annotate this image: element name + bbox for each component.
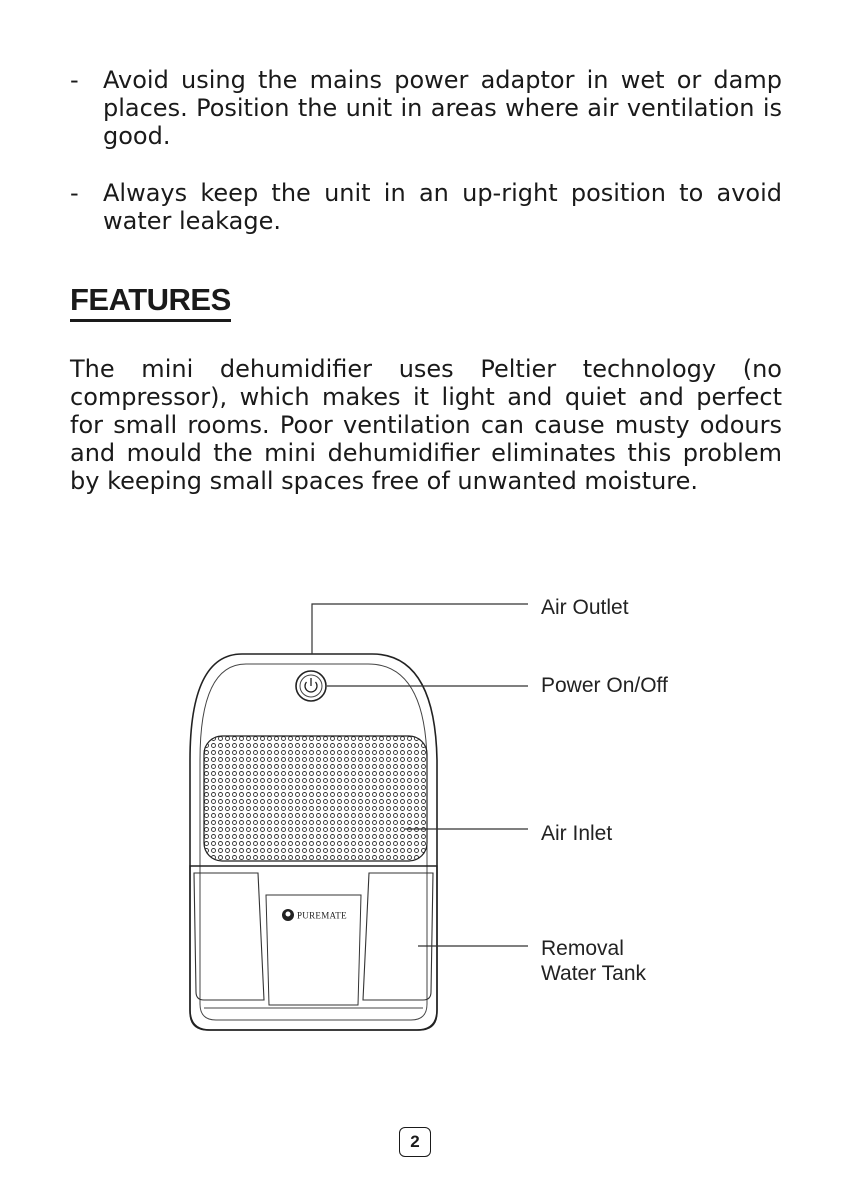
brand-name: PUREMATE bbox=[297, 910, 347, 921]
power-label: Power On/Off bbox=[541, 674, 668, 697]
bullet-text: Avoid using the mains power adaptor in wet or damp places. Position the unit in areas where air ventilation is good. bbox=[103, 66, 782, 150]
features-heading: FEATURES bbox=[70, 283, 231, 322]
air-inlet-label: Air Inlet bbox=[541, 822, 613, 845]
bullet-marker: - bbox=[70, 66, 79, 94]
puremate-logo-icon bbox=[282, 909, 347, 921]
page-number: 2 bbox=[399, 1127, 431, 1157]
features-paragraph: The mini dehumidifier uses Peltier technology (no compressor), which makes it light and quiet and perfect for small rooms. Poor ventilation can cause musty odours and mould the mini dehumidifier eliminates this problem by keeping small spaces free of unwanted moisture. bbox=[70, 355, 782, 495]
tank-label-line1: Removal bbox=[541, 937, 624, 960]
air-outlet-label: Air Outlet bbox=[541, 596, 629, 619]
bullet-marker: - bbox=[70, 179, 79, 207]
power-button-icon bbox=[296, 671, 326, 701]
bullet-text: Always keep the unit in an up-right position to avoid water leakage. bbox=[103, 179, 782, 235]
tank-label-line2: Water Tank bbox=[541, 962, 647, 985]
air-inlet-grille bbox=[204, 736, 427, 861]
air-outlet-leader bbox=[312, 604, 528, 654]
